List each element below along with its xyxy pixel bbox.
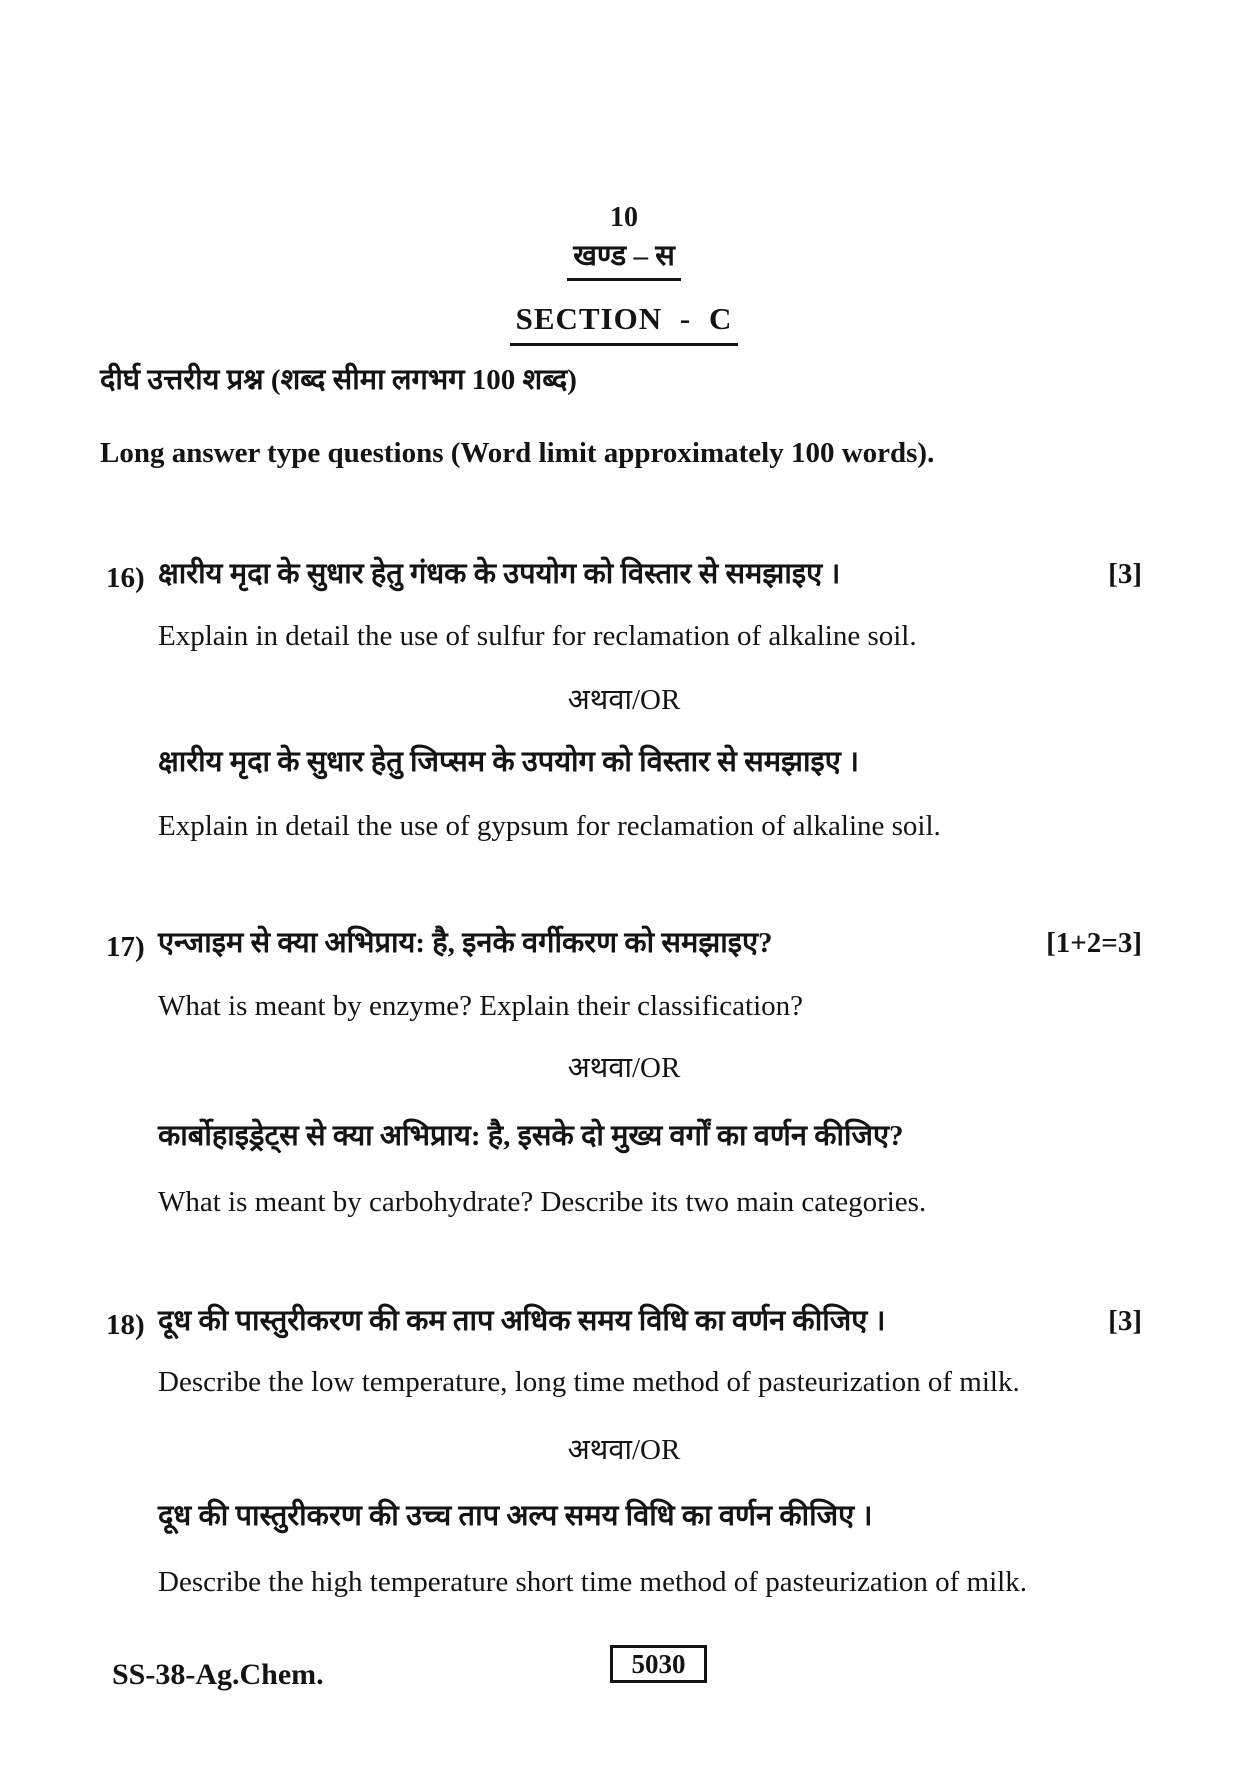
question-18-marks: [3] (1108, 1305, 1142, 1337)
question-17-text-english: What is meant by enzyme? Explain their classification? (158, 990, 804, 1022)
instruction-hindi: दीर्घ उत्तरीय प्रश्न (शब्द सीमा लगभग 100 शब्द) (100, 364, 577, 396)
question-16-alt-text-hindi: क्षारीय मृदा के सुधार हेतु जिप्सम के उपयोग को विस्तार से समझाइए । (158, 746, 859, 778)
paper-number: 5030 (631, 1648, 686, 1679)
question-18-alt-text-hindi: दूध की पास्तुरीकरण की उच्च ताप अल्प समय विधि का वर्णन कीजिए । (158, 1500, 873, 1532)
question-18-text-hindi: दूध की पास्तुरीकरण की कम ताप अधिक समय विधि का वर्णन कीजिए । (158, 1305, 886, 1337)
question-17-marks: [1+2=3] (1046, 927, 1142, 959)
question-16-alt-text-english: Explain in detail the use of gypsum for reclamation of alkaline soil. (158, 810, 941, 842)
section-heading-hindi-text: खण्ड – स (567, 238, 681, 281)
paper-number-box (610, 1645, 707, 1683)
question-18-number: 18) (106, 1309, 145, 1341)
instruction-english: Long answer type questions (Word limit approximately 100 words). (100, 437, 935, 469)
paper-code: SS-38-Ag.Chem. (112, 1658, 324, 1691)
question-16-text-hindi: क्षारीय मृदा के सुधार हेतु गंधक के उपयोग को विस्तार से समझाइए । (158, 558, 841, 590)
question-16-or-separator: अथवा/OR (567, 684, 681, 716)
question-16-text-english: Explain in detail the use of sulfur for reclamation of alkaline soil. (158, 620, 917, 652)
question-17-or-separator: अथवा/OR (567, 1052, 681, 1084)
question-17-number: 17) (106, 931, 145, 963)
section-heading-english (0, 300, 1248, 346)
question-18-text-english: Describe the low temperature, long time method of pasteurization of milk. (158, 1366, 1020, 1398)
question-17-text-hindi: एन्जाइम से क्या अभिप्राय: है, इनके वर्गीकरण को समझाइए? (158, 927, 773, 959)
question-16-marks: [3] (1108, 558, 1142, 590)
question-18-or-separator: अथवा/OR (567, 1434, 681, 1466)
question-16-number: 16) (106, 562, 145, 594)
section-heading-hindi (0, 238, 1248, 281)
question-18-alt-text-english: Describe the high temperature short time method of pasteurization of milk. (158, 1566, 1027, 1598)
question-17-alt-text-english: What is meant by carbohydrate? Describe its two main categories. (158, 1186, 927, 1218)
page-number: 10 (610, 202, 638, 233)
question-17-alt-text-hindi: कार्बोहाइड्रेट्स से क्या अभिप्राय: है, इसके दो मुख्य वर्गों का वर्णन कीजिए? (158, 1120, 904, 1152)
section-heading-english-text: SECTION - C (510, 300, 739, 346)
